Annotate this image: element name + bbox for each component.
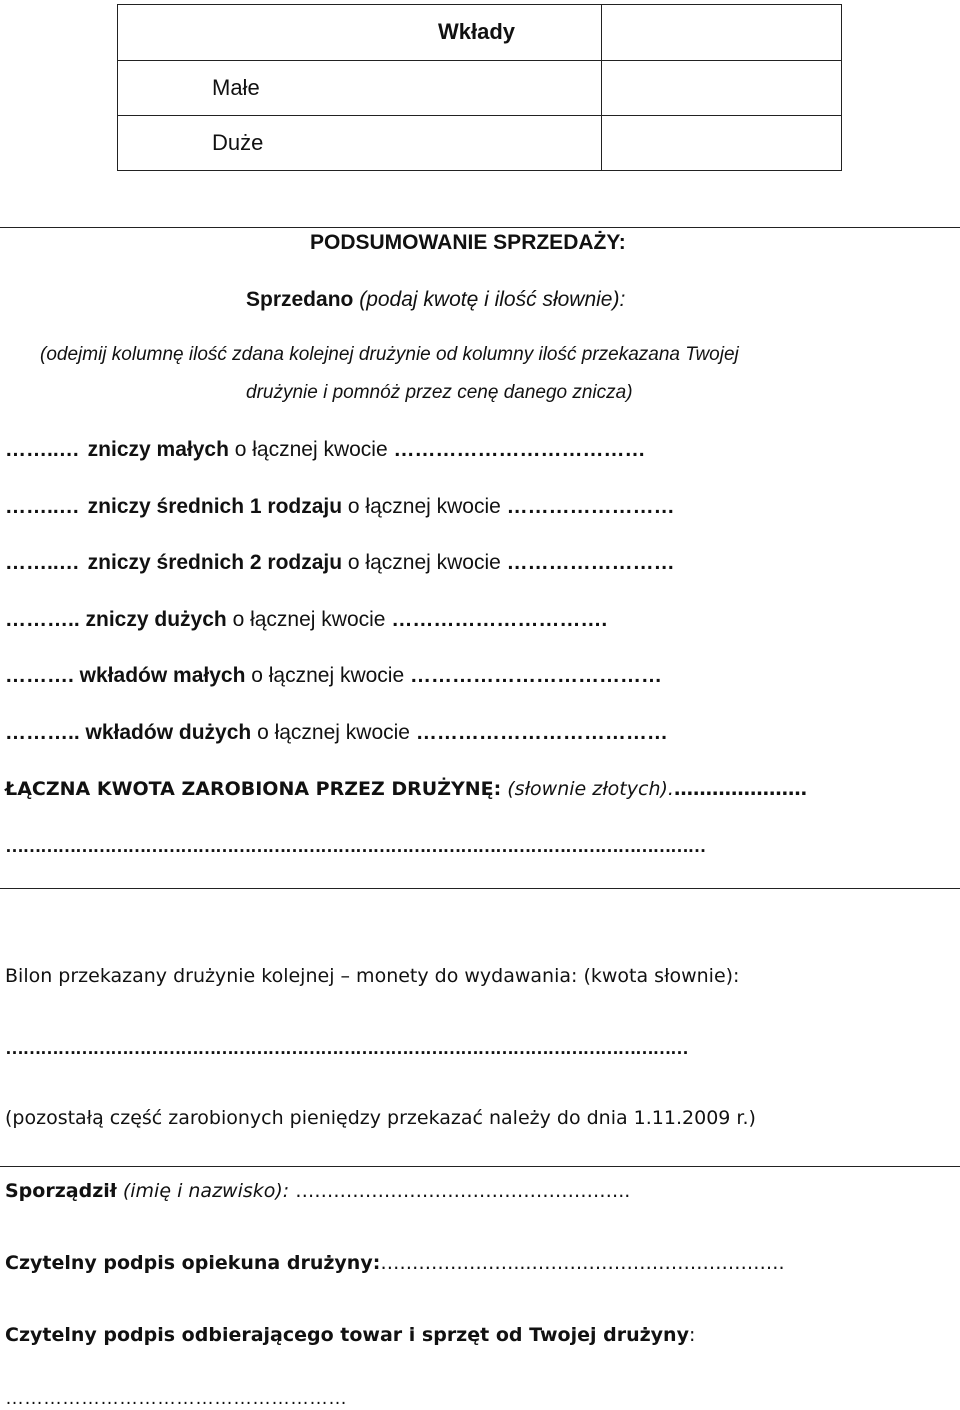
amount-label: o łącznej kwocie [257, 721, 410, 744]
item-label: zniczy dużych [85, 608, 227, 631]
amount-label: o łącznej kwocie [347, 495, 501, 518]
table-column-divider [601, 5, 602, 170]
sold-heading [246, 288, 625, 312]
table-row-divider [118, 60, 841, 61]
receiver-signature-label: Czytelny podpis odbierającego towar i sprzęt od Twojej drużyny [5, 1324, 689, 1346]
dots: ……..… [5, 495, 80, 518]
coins-dots: ……………………………………………………………………………………………………… [5, 1038, 688, 1059]
line-large-candles [5, 608, 607, 632]
summary-title: PODSUMOWANIE SPRZEDAŻY: [310, 231, 626, 254]
item-label: zniczy średnich 2 rodzaju [87, 551, 343, 574]
receiver-signature-line [5, 1324, 695, 1346]
dots: ……………………………… [410, 664, 662, 687]
sold-label: Sprzedano [246, 288, 354, 311]
dots: ……………………………… [415, 721, 668, 744]
receiver-signature-dots: ……………………………………………… [5, 1388, 347, 1409]
amount-label: o łącznej kwocie [347, 551, 501, 574]
guardian-signature-label: Czytelny podpis opiekuna drużyny: [5, 1252, 381, 1274]
dots: ……….. [5, 721, 86, 744]
dots: ……..… [5, 438, 80, 461]
line-medium-1-candles [5, 495, 675, 519]
prepared-by-line [5, 1180, 630, 1202]
coins-text: Bilon przekazany drużynie kolejnej – monety do wydawania: (kwota słownie): [5, 965, 740, 987]
dots: ………. [5, 664, 80, 687]
inserts-table [117, 4, 842, 171]
total-dots-line: ………………………………………………………………………………………………………… [5, 836, 705, 857]
dots: ……….. [5, 608, 86, 631]
dots: …………………………. [391, 608, 608, 631]
item-label: wkładów dużych [85, 721, 252, 744]
deadline-text: (pozostałą część zarobionych pieniędzy przekazać należy do dnia 1.11.2009 r.) [5, 1107, 756, 1129]
dots: …………………… [506, 551, 675, 574]
section-divider [0, 227, 960, 228]
item-label: zniczy średnich 1 rodzaju [87, 495, 343, 518]
dots: ……………………………… [393, 438, 646, 461]
item-label: wkładów małych [79, 664, 246, 687]
receiver-signature-colon: : [688, 1324, 696, 1346]
section-divider [0, 888, 960, 889]
dots: …………………… [506, 495, 675, 518]
table-row-large: Duże [212, 130, 264, 155]
table-header-inserts: Wkłady [438, 19, 516, 44]
amount-label: o łącznej kwocie [234, 438, 388, 461]
dots: …………………………………………….. [295, 1180, 631, 1202]
total-label: ŁĄCZNA KWOTA ZAROBIONA PRZEZ DRUŻYNĘ: [5, 778, 502, 800]
table-row-divider [118, 115, 841, 116]
total-hint: (słownie złotych). [507, 778, 674, 800]
dots: ………………… [673, 778, 807, 800]
total-line [5, 778, 807, 800]
prepared-label: Sporządził [5, 1180, 117, 1202]
amount-label: o łącznej kwocie [251, 664, 405, 687]
prepared-hint: (imię i nazwisko): [122, 1180, 290, 1202]
line-medium-2-candles [5, 551, 675, 575]
sold-hint: (podaj kwotę i ilość słownie): [359, 288, 626, 311]
section-divider [0, 1166, 960, 1167]
table-row-small: Małe [212, 75, 260, 100]
instruction-line-1: (odejmij kolumnę ilość zdana kolejnej drużynie od kolumny ilość przekazana Twojej [40, 344, 739, 365]
line-small-candles [5, 438, 646, 462]
line-small-inserts [5, 664, 662, 688]
dots: …………………...…………………………………. [380, 1252, 785, 1274]
amount-label: o łącznej kwocie [232, 608, 386, 631]
instruction-line-2: drużynie i pomnóż przez cenę danego znicza) [246, 382, 633, 403]
line-large-inserts [5, 721, 668, 745]
dots: ……..… [5, 551, 80, 574]
item-label: zniczy małych [87, 438, 229, 461]
guardian-signature-line [5, 1252, 785, 1274]
